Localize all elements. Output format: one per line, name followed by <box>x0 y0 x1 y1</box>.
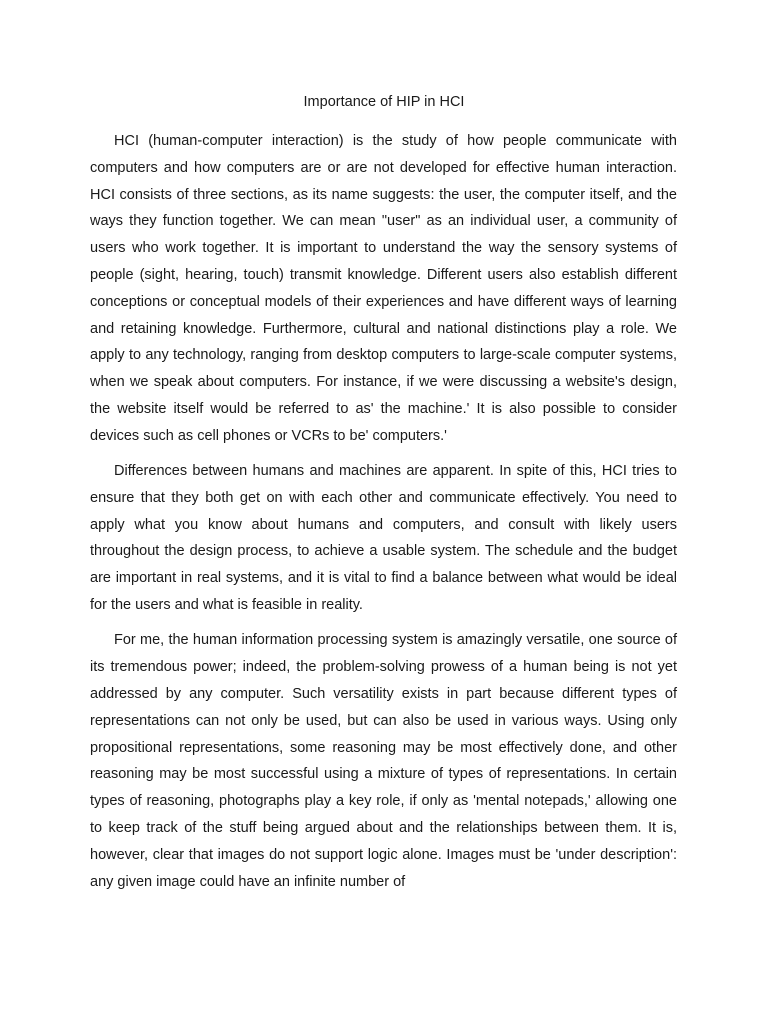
paragraph-1: HCI (human-computer interaction) is the study of how people communicate with computers and how computers are or are not developed for effective human interaction. HCI consists of three sections, as its name suggests: the user, the computer itself, and the ways they function together. We can mean "user" as an individual user, a community of users who work together. It is important to understand the way the sensory systems of people (sight, hearing, touch) transmit knowledge. Different users also establish different conceptions or conceptual models of their experiences and have different ways of learning and retaining knowledge. Furthermore, cultural and national distinctions play a role. We apply to any technology, ranging from desktop computers to large-scale computer systems, when we speak about computers. For instance, if we were discussing a website's design, the website itself would be referred to as' the machine.' It is also possible to consider devices such as cell phones or VCRs to be' computers.' <box>90 133 677 444</box>
document-body <box>90 128 677 904</box>
paragraph-3: For me, the human information processing system is amazingly versatile, one source of its tremendous power; indeed, the problem-solving prowess of a human being is not yet addressed by any computer. Such versatility exists in part because different types of representations can not only be used, but can also be used in various ways. Using only propositional representations, some reasoning may be most effectively done, and other reasoning may be most successful using a mixture of types of representations. In certain types of reasoning, photographs play a key role, if only as 'mental notepads,' allowing one to keep track of the stuff being argued about and the relationships between them. It is, however, clear that images do not support logic alone. Images must be 'under description': any given image could have an infinite number of <box>90 632 677 890</box>
document-title: Importance of HIP in HCI <box>303 94 465 110</box>
paragraph-2: Differences between humans and machines are apparent. In spite of this, HCI tries to ensure that they both get on with each other and communicate effectively. You need to apply what you know about humans and computers, and consult with likely users throughout the design process, to achieve a usable system. The schedule and the budget are important in real systems, and it is vital to find a balance between what would be ideal for the users and what is feasible in reality. <box>90 463 677 614</box>
